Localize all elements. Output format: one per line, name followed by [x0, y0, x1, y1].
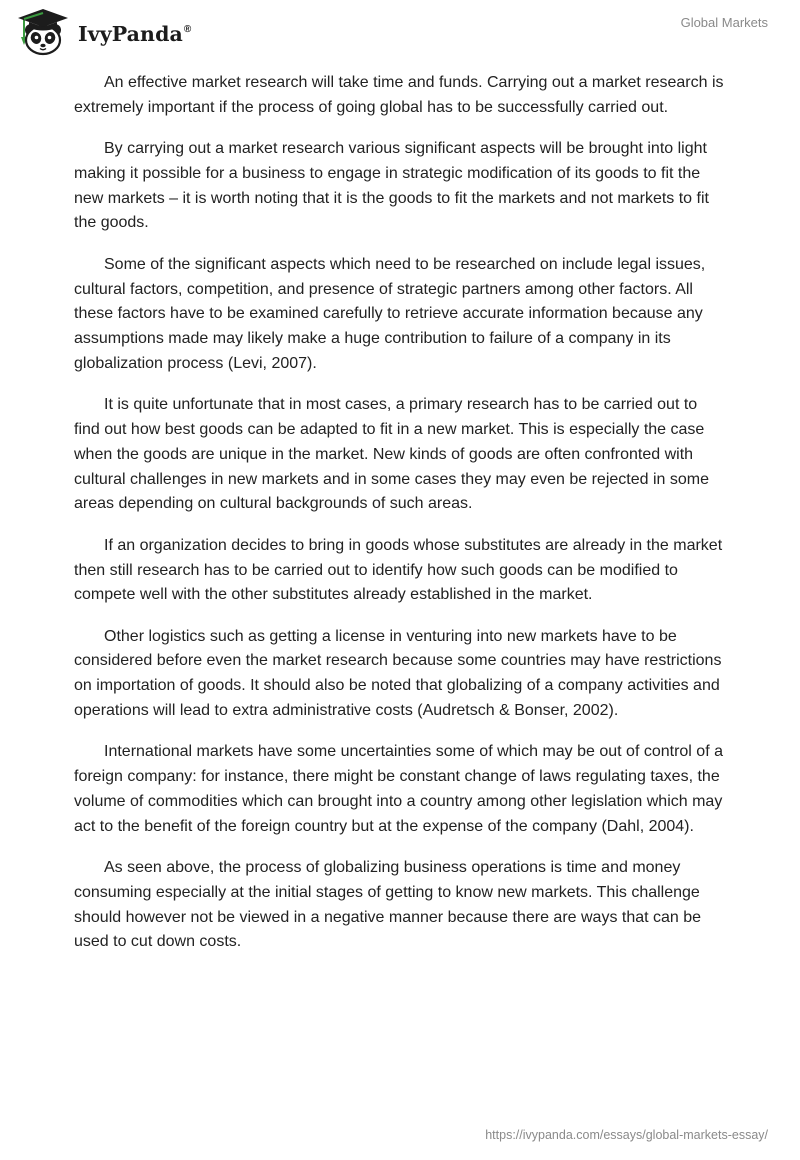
paragraph: Other logistics such as getting a license in venturing into new markets have to be considered before even the market research because some countries may have restrictions on importation of goods. It should also be noted that globalizing of a company activities and operations will lead to extra administrative costs (Audretsch & Bonser, 2002).: [74, 627, 722, 720]
page-header: [0, 0, 800, 62]
panda-graduation-cap-icon: [14, 7, 72, 57]
running-title: Global Markets: [680, 15, 768, 30]
brand-logo[interactable]: [14, 6, 191, 58]
paragraph: It is quite unfortunate that in most cases, a primary research has to be carried out to find out how best goods can be adapted to fit in a new market. This is especially the case when the goods are unique in the market. New kinds of goods are often confronted with cultural challenges in new markets and in some cases they may even be rejected in some areas depending on cultural backgrounds of such areas.: [74, 396, 709, 513]
source-url[interactable]: https://ivypanda.com/essays/global-markets-essay/: [485, 1128, 768, 1142]
brand-name: [78, 22, 191, 46]
paragraph: An effective market research will take time and funds. Carrying out a market research is extremely important if the process of going global has to be successfully carried out.: [74, 74, 724, 116]
essay-body: [74, 71, 726, 972]
registered-mark: ®: [183, 24, 192, 35]
brand-name-text: IvyPanda: [78, 22, 183, 46]
paragraph: By carrying out a market research various significant aspects will be brought into light making it possible for a business to engage in strategic modification of its goods to fit the new markets – it is worth noting that it is the goods to fit the markets and not markets to fit the goods.: [74, 140, 709, 232]
paragraph: If an organization decides to bring in goods whose substitutes are already in the market then still research has to be carried out to identify how such goods can be modified to compete well with the other substitutes already established in the market.: [74, 536, 723, 604]
paragraph: International markets have some uncertainties some of which may be out of control of a foreign company: for instance, there might be constant change of laws regulating taxes, the volume of commodities which can brought into a country among other legislation which may act to the benefit of the foreign country but at the expense of the company (Dahl, 2004).: [74, 743, 723, 835]
paragraph: As seen above, the process of globalizing business operations is time and money consuming especially at the initial stages of getting to know new markets. This challenge should however not be viewed in a negative manner because there are ways that can be used to cut down costs.: [74, 859, 702, 951]
paragraph: Some of the significant aspects which need to be researched on include legal issues, cultural factors, competition, and presence of strategic partners among other factors. All these factors have to be examined carefully to retrieve accurate information because any assumptions made may likely make a huge contribution to failure of a company in its globalization process (Levi, 2007).: [74, 255, 706, 372]
